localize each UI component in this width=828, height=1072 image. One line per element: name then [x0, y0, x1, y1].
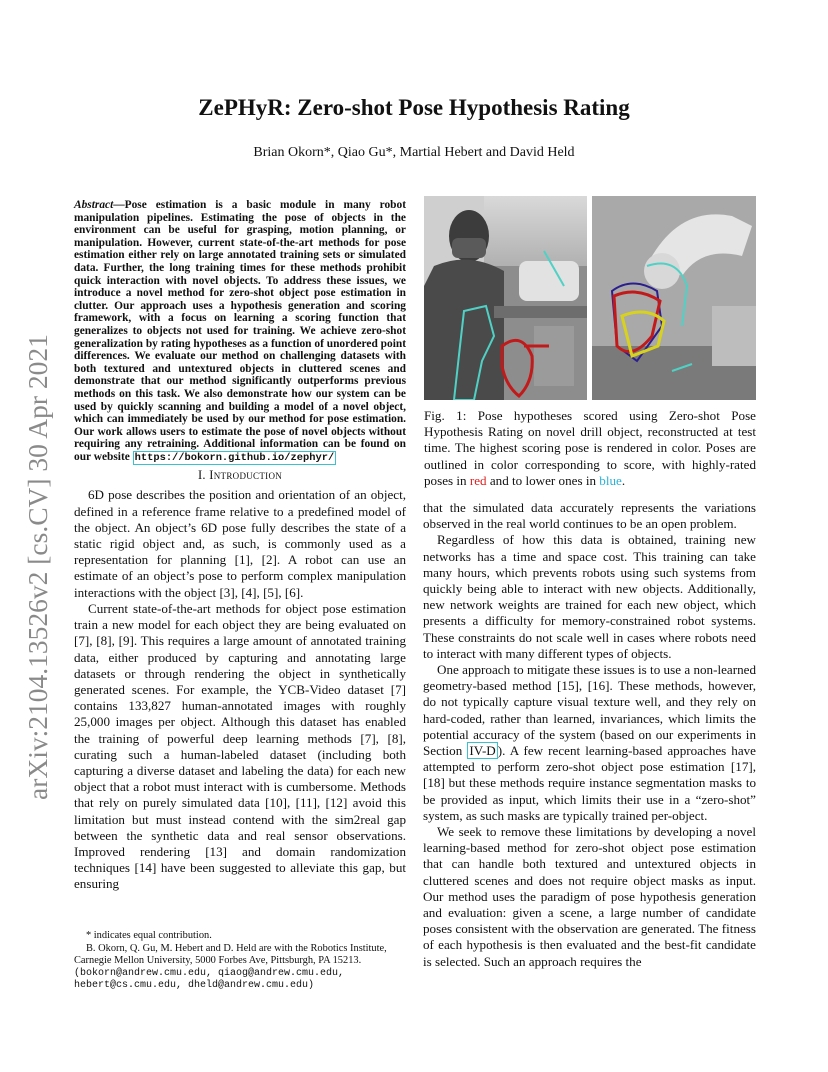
caption-red-word: red: [469, 472, 487, 488]
footnote-emails-line-2: hebert@cs.cmu.edu, dheld@andrew.cmu.edu): [74, 980, 315, 991]
figure-1: [424, 196, 756, 400]
paper-title: ZePHyR: Zero-shot Pose Hypothesis Rating: [198, 95, 630, 120]
right-paragraph-continuation: that the simulated data accurately represents the variations observed in the real world continues to be an open problem.: [423, 500, 756, 532]
right-paragraph-geometry-methods-b: ). A few recent learning-based approaches have attempted to perform zero-shot object pose estimation [17], [18] but these methods require instance segmentation masks to be provided as input, which limits their use in a “zero-shot” system, as such masks are typically trained per-object.: [423, 743, 756, 823]
left-column: [74, 199, 406, 893]
figure-photo-robot-arm-with-drill: [592, 196, 756, 400]
caption-blue-word: blue: [599, 472, 622, 488]
section-title: Introduction: [209, 468, 283, 483]
footnote-equal-contribution: * indicates equal contribution.: [86, 930, 212, 941]
right-column: [423, 500, 756, 970]
right-paragraph-training-cost: Regardless of how this data is obtained, training new networks has a time and space cost. This training can take many hours, which prevents robots using such systems from quickly being able to interact with new objects. Additionally, new network weights are trained for each new object, which presents a difficulty for memory-constrained robot systems. These constraints do not scale well in cases where robots need to interact with many different types of objects.: [423, 532, 756, 661]
section-heading-introduction: [74, 468, 406, 483]
intro-paragraph-2: Current state-of-the-art methods for object pose estimation train a new model for each object they are being evaluated on [7], [8], [9]. This requires a large amount of annotated training data, either produced by capturing and annotating large datasets or through rendering the object in synthetically generated scenes. For example, the YCB-Video dataset [7] contains 133,827 human-annotated images with roughly 25,000 images per object. Although this dataset has enabled the training of powerful deep learning methods [7], [8], curating such a human-labeled dataset (including both capturing a diverse dataset and labeling the data) for each new object that a robot must interact with is cumbersome. Methods that rely on purely simulated data [10], [11], [12] avoid this limitation but must instead contend with the sim2real gap between the synthetic data and real sensor observations. Improved rendering [13] and domain randomization techniques [14] have been suggested to alleviate this gap, but ensuring: [74, 600, 406, 892]
abstract-text: Pose estimation is a basic module in many robot manipulation pipelines. Estimating the pose of objects in the environment can be useful for grasping, motion planning, or manipulation. However, current state-of-the-art methods for pose estimation either rely on large annotated training sets or simulated data. Further, the long training times for these methods prohibit quick interaction with novel objects. To address these issues, we introduce a novel method for zero-shot object pose estimation in clutter. Our approach uses a hypothesis generation and scoring framework, with a focus on learning a scoring function that generalizes to objects not used for training. We achieve zero-shot generalization by rating hypotheses as a function of unordered point differences. We evaluate our method on challenging datasets with both textured and untextured objects in cluttered scenes and demonstrate that our method significantly outperforms previous methods on this task. We also demonstrate how our system can be used by quickly scanning and building a model of a novel object, which can immediately be used by our method for pose estimation. Our work allows users to estimate the pose of novel objects without requiring any retraining. Additional information can be found on our website: [74, 199, 406, 463]
figure-photo-person-with-drill: [424, 196, 587, 400]
abstract-label: Abstract: [74, 199, 114, 211]
abstract-dash: —: [113, 199, 125, 211]
right-paragraph-geometry-methods-a: One approach to mitigate these issues is to use a non-learned geometry-based method [15], [16]. These methods, however, do not typically capture visual texture well, and they rely on hard-coded, rather than learned, invariances, which limits the potential accuracy of the system (based on our experiments in Section: [423, 662, 756, 759]
intro-paragraph-1: 6D pose describes the position and orientation of an object, defined in a reference frame relative to a predefined model of the object. An object’s 6D pose fully describes the state of a static rigid object and, as such, is commonly used as a representation for planning [1], [2]. A robot can use an estimate of an object’s pose to perform complex manipulation interactions with the object [3], [4], [5], [6].: [74, 487, 406, 600]
footnote-emails-line-1: (bokorn@andrew.cmu.edu, qiaog@andrew.cmu.edu,: [74, 967, 345, 979]
caption-text-start: Fig. 1: Pose hypotheses scored using Zero-shot Pose Hypothesis Rating on novel drill object, reconstructed at test time. The highest scoring pose is rendered in color. Poses are outlined in color corresponding to score, with highly-rated poses in: [424, 408, 756, 488]
caption-text-end: .: [621, 472, 626, 488]
footnote-affiliation: B. Okorn, Q. Gu, M. Hebert and D. Held are with the Robotics Institute, Carnegie Mellon University, 5000 Forbes Ave, Pittsburgh, PA 15213.: [74, 942, 387, 966]
abstract: [74, 199, 406, 464]
caption-text-mid: and to lower ones in: [486, 472, 600, 488]
right-paragraph-geometry-methods: [423, 662, 756, 824]
section-iv-d-link[interactable]: IV-D: [469, 743, 496, 759]
footnote: [74, 930, 406, 993]
right-paragraph-our-method: We seek to remove these limitations by developing a novel learning-based method for zero-shot object pose estimation that can handle both textured and untextured objects in cluttered scenes and does not require object masks as input. Our method uses the paradigm of pose hypothesis generation and evaluation: given a scene, a large number of candidate poses consistent with the observation are generated. The fitness of each hypothesis is then evaluated and the best-fit candidate is selected. Such an approach requires the: [423, 824, 756, 969]
section-numeral: I.: [197, 468, 206, 483]
figure-1-caption: [424, 408, 756, 489]
arxiv-identifier-text: arXiv:2104.13526v2 [cs.CV] 30 Apr 2021: [22, 334, 53, 800]
paper-authors: Brian Okorn*, Qiao Gu*, Martial Hebert and David Held: [253, 145, 575, 160]
website-link[interactable]: https://bokorn.github.io/zephyr/: [134, 451, 335, 464]
